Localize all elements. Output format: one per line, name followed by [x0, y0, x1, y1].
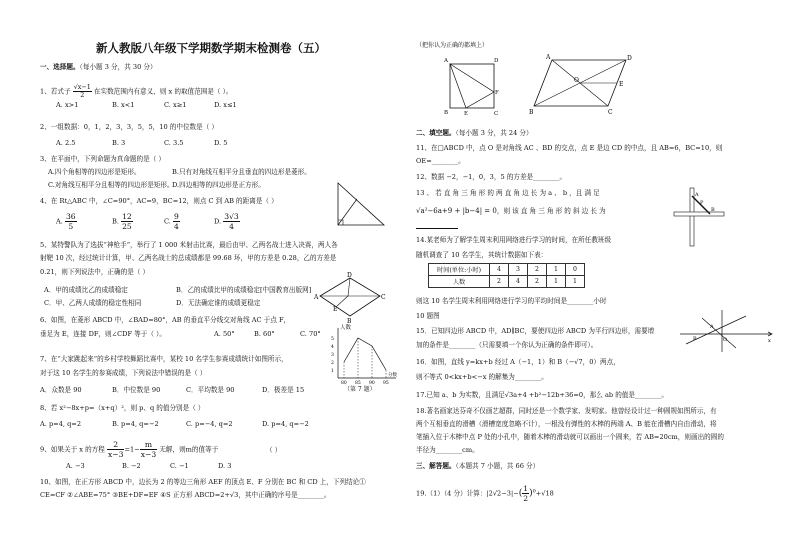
q16-label-b: B: [693, 336, 697, 342]
q10-label-e: E: [464, 111, 469, 116]
question-5-line-2: 射靶 10 次，经过统计计算，甲、乙两名战士的总成绩都是 99.68 环，甲的方差是 0.28，乙的方差是: [40, 254, 337, 262]
q7-option-b[interactable]: B．中位数是 90: [112, 386, 161, 394]
q11-label-c: C: [608, 109, 613, 116]
q4-option-d[interactable]: D. $\frac{3√3}{4}$: [214, 212, 239, 231]
q2-option-b[interactable]: B. 3: [112, 139, 126, 147]
section-1-header: 一、选择题。（每小题 3 分，共 30 分）: [40, 63, 157, 71]
q2-option-a[interactable]: A. 2.5: [56, 139, 76, 147]
question-12: 12、数据 −2，−1，0，3，5 的方差是________。: [416, 173, 567, 181]
section-2-header: 二、填空题。（每小题 3 分，共 24 分）: [416, 129, 533, 137]
q6-option-a[interactable]: A. 50°: [214, 330, 235, 338]
q7-xlabel: 分数: [388, 373, 397, 378]
question-18-line-1: 18.著名画家达芬奇不仅画艺超群，同时还是一个数学家、发明家。他曾经设计过一种圆规如图所示，有: [416, 407, 717, 415]
table-cell: 3: [509, 264, 528, 276]
q5-option-c[interactable]: C．甲、乙两人成绩的稳定性相同: [44, 299, 142, 307]
q3-option-d[interactable]: D.四边相等的四边形是正方形。: [172, 181, 265, 189]
q1-option-a[interactable]: A. x>1: [56, 101, 79, 109]
question-13-line-1: 13 、 若 直 角 三 角 形 的 两 直 角 边 长 为 a 、 b ，且 满 足: [416, 189, 600, 197]
question-11-line-1: 11、在□ABCD 中，点 O 是对角线 AC 、BD 的交点，点 E 是边 CD 的中点，且 AB=6，BC=10，则: [416, 144, 723, 152]
q7-ytick-4: 4: [331, 345, 334, 350]
question-14-line-3: 则这 10 名学生周末利用网络进行学习的平均时间是________小时: [416, 297, 607, 305]
q18-label-a: A: [695, 192, 699, 198]
q11-label-b: B: [529, 109, 534, 116]
section-3-header: 三、解答题。（本题共 7 小题，共 66 分）: [416, 462, 540, 470]
q6-label-a: A: [314, 294, 319, 301]
q10-label-b: B: [444, 110, 449, 116]
q4-triangle-figure: [332, 180, 388, 228]
q13-answer-blank: [416, 222, 458, 231]
q18-label-b: B: [711, 207, 715, 213]
question-14-line-1: 14.某老师为了解学生周末利用网络进行学习的时间，在所任教班级: [416, 236, 612, 244]
q7-xtick-90: 90: [369, 381, 375, 386]
table-cell: 1: [547, 276, 566, 288]
q10-triangle-aef: [450, 64, 494, 108]
q2-option-c[interactable]: C. 3.5: [164, 139, 184, 147]
q6-rhombus: [320, 278, 380, 316]
q11-label-o: O: [574, 77, 579, 84]
q8-option-d[interactable]: D. p=4, q=−2: [262, 420, 309, 428]
q8-option-c[interactable]: C. p=−4, q=2: [186, 420, 233, 428]
q7-chart-figure: [330, 322, 400, 390]
table-cell: 2: [528, 264, 547, 276]
q6-label-b: B: [347, 318, 352, 324]
table-row: [429, 264, 585, 276]
q3-option-b[interactable]: B.只有对角线互相平分且垂直的四边形是菱形。: [172, 168, 311, 176]
q7-ytick-2: 2: [331, 361, 334, 366]
q10-label-f: F: [495, 90, 499, 96]
q4-option-c[interactable]: C. $\frac{9}{4}$: [164, 212, 179, 231]
q7-xtick-85: 85: [355, 381, 361, 386]
question-7-line-2: 对于这 10 名学生的参赛成绩，下列说法中错误的是（ ）: [40, 369, 207, 377]
q5-option-a[interactable]: A．甲的成绩比乙的成绩稳定: [44, 286, 128, 294]
question-9: 9、如果关于 x 的方程 $\frac{2}{x-3}$ =1− $\frac{m}{x-3}$ 无解，则m的值等于: [40, 440, 219, 459]
q8-option-a[interactable]: A. p=4, q=2: [40, 420, 82, 428]
question-5-line-3: 0.21，则下列说法中，正确的是（ ）: [40, 268, 150, 276]
question-15-line-1: 15．已知四边形 ABCD 中，AD∥BC，要使四边形 ABCD 为平行四边形，需要增: [416, 327, 655, 335]
q6-perp-bisector: [337, 296, 348, 306]
table-row: [429, 276, 585, 288]
q7-ytick-3: 3: [331, 353, 334, 358]
q4-altitude: [338, 199, 357, 225]
q4-option-a[interactable]: A. $\frac{36}{5}$: [56, 212, 76, 231]
question-17: 17.已知 a、b 为实数，且满足√3a+4 +b²−12b+36=0，那么 ab 的值是________。: [416, 391, 668, 399]
right-top-note: （把你认为正确的都填上）: [416, 42, 489, 49]
q16-label-x: x: [768, 338, 771, 344]
table-cell: 人数: [429, 276, 490, 288]
q7-ylabel: 人数: [340, 325, 352, 331]
table-cell: 4: [509, 276, 528, 288]
q7-ytick-1: 1: [331, 369, 334, 374]
q10-square: [450, 64, 494, 108]
q9-option-c[interactable]: C. −1: [170, 462, 189, 470]
q6-label-d: D: [347, 272, 352, 279]
q1-option-b[interactable]: B. x<1: [112, 101, 135, 109]
q7-caption: （第 7 题）: [344, 386, 376, 393]
question-8: 8、若 x²−8x+p=（x+q）²，则 p、q 的值分别是（ ）: [40, 404, 205, 412]
q5-option-b[interactable]: B．乙的成绩比甲的成绩稳定[中国教育出版网]: [176, 286, 312, 294]
q7-polyline: [344, 338, 386, 370]
q16-line-y-neg-x: [702, 318, 736, 348]
q7-xtick-80: 80: [341, 381, 347, 386]
q10-square-figure: [438, 52, 500, 116]
question-3: 3、在平面中，下列命题为真命题的是（ ）: [40, 155, 165, 163]
q14-data-table: [428, 263, 585, 288]
q7-option-a[interactable]: A．众数是 90: [40, 386, 82, 394]
q8-option-b[interactable]: B. p=4, q=−2: [112, 420, 159, 428]
question-19: 19.（1）（4 分）计算：|2√2−3|−( $\frac{1}{2}$ )$^0$+√18: [416, 484, 554, 503]
q11-parallelogram-figure: [524, 52, 640, 116]
q6-option-c[interactable]: C. 70°: [300, 330, 321, 338]
question-15-line-2: 加的条件是________（只需要填一个你认为正确的条件即可）。: [416, 341, 598, 349]
q7-option-d[interactable]: D．极差是 15: [262, 386, 305, 394]
q11-label-d: D: [627, 55, 632, 62]
question-18-line-4: 半径为________cm。: [416, 446, 479, 454]
q7-option-c[interactable]: C．平均数是 90: [186, 386, 235, 394]
q9-option-b[interactable]: B. −2: [122, 462, 141, 470]
question-5-line-1: 5、某特警队为了选拔“神枪手”，举行了 1 000 米射击比赛，最后由甲、乙两名战士进入决赛，两人各: [40, 241, 338, 249]
q16-label-a: A: [710, 324, 714, 330]
q10-label-d: D: [494, 58, 499, 64]
question-13-line-2: √a²−6a+9 + |b−4| = 0，则 该 直 角 三 角 形 的 斜 边 长 为: [416, 207, 606, 215]
q16-label-o: O: [723, 337, 728, 343]
q18-label-p: P: [700, 200, 704, 206]
page-title: 新人教版八年级下学期数学期末检测卷（五）: [96, 41, 326, 55]
q9-answer-paren: （ ）: [266, 446, 282, 454]
question-10-line-1: 10、如图，在正方形 ABCD 中，边长为 2 的等边三角形 AEF 的顶点 E、F 分别在 BC 和 CD 上，下列结论①: [40, 478, 366, 486]
q4-triangle: [338, 183, 384, 225]
q5-option-d[interactable]: D．无法确定谁的成绩更稳定: [176, 299, 261, 307]
q6-label-e: E: [333, 306, 338, 313]
question-18-line-3: 笔插入位于木棒中点 P 处的小孔中，随着木棒的滑动就可以画出一个圆来，若 AB=20cm，则画出的圆的: [416, 433, 724, 441]
table-cell: 4: [490, 264, 509, 276]
q6-option-b[interactable]: B. 60°: [254, 330, 275, 338]
question-16-line-2: 则不等式 0<kx+b<−x 的解集为________。: [416, 373, 548, 381]
question-18-line-2: 两个互相垂直的滑槽（滑槽宽度忽略不计），一根没有弹性的木棒的两端 A、B 能在滑槽内自由滑动，将: [416, 420, 717, 428]
question-16-line-1: 16．如图，直线 y=kx+b 经过 A（−1，1）和 B（−√7，0）两点，: [416, 358, 620, 366]
q10-label-a: A: [444, 58, 448, 64]
q14-figure-caption: 10 题图: [416, 312, 440, 320]
q18-horizontal-slot: [674, 212, 724, 216]
q7-xtick-95: 95: [383, 381, 389, 386]
q10-label-c: C: [494, 111, 499, 116]
q11-label-e: E: [619, 81, 624, 88]
q9-option-d[interactable]: D. 3: [218, 462, 232, 470]
question-4: 4、在 Rt△ABC 中，∠C=90°，AC=9，BC=12，则点 C 到 AB 的距离是（ ）: [40, 197, 278, 205]
q9-option-a[interactable]: A. −3: [66, 462, 85, 470]
q1-option-d[interactable]: D. x≤1: [214, 101, 237, 109]
question-2: 2、一组数据：0，1，2，3，3，5，5，10 的中位数是（ ）: [40, 123, 219, 131]
q6-segment-df: [348, 278, 350, 296]
table-cell: 1: [566, 276, 585, 288]
q16-line-figure: [676, 308, 776, 354]
q4-option-b[interactable]: B. $\frac{12}{25}$: [112, 212, 132, 231]
table-cell: 0: [566, 264, 585, 276]
table-cell: 2: [528, 276, 547, 288]
question-6-line-2: 垂足为 E，连接 DF，则∠CDF 等于（ ）。: [40, 330, 166, 338]
question-10-line-2: CE=CF ②∠ABE=75° ③BE+DF=EF ④S 正方形 ABCD=2+√3，其中正确的序号是________。: [40, 491, 331, 499]
q3-option-a[interactable]: A.四个角相等的四边形是矩形。: [48, 168, 141, 176]
q3-option-c[interactable]: C.对角线互相平分且相等的四边形是矩形。: [48, 181, 174, 189]
question-7-line-1: 7、在“大家跳起来”的乡村学校舞蹈比赛中，某校 10 名学生参赛成绩统计如图所示，: [40, 355, 288, 363]
q6-rhombus-figure: [312, 272, 386, 324]
question-14-line-2: 随机调查了 10 名学生，其统计数据如下表：: [416, 251, 548, 259]
q11-label-a: A: [546, 54, 551, 61]
table-cell: 时间(单位:小时): [429, 264, 490, 276]
question-1: 1、若式子 $\frac{√x-1}{2}$ 在实数范围内有意义，则 x 的取值范围是（ ）。: [40, 83, 233, 99]
q7-ytick-5: 5: [331, 337, 334, 342]
question-6-line-1: 6、如图，在菱形 ABCD 中，∠BAD=80°，AB 的垂直平分线交对角线 AC 于点 F，: [40, 316, 291, 324]
table-cell: 2: [490, 276, 509, 288]
q18-compass-figure: [672, 186, 726, 248]
q6-label-c: C: [381, 294, 386, 301]
q2-option-d[interactable]: D. 5: [214, 139, 228, 147]
table-cell: 1: [547, 264, 566, 276]
q1-option-c[interactable]: C. x≥1: [164, 101, 187, 109]
question-11-line-2: OE=________。: [416, 157, 465, 165]
